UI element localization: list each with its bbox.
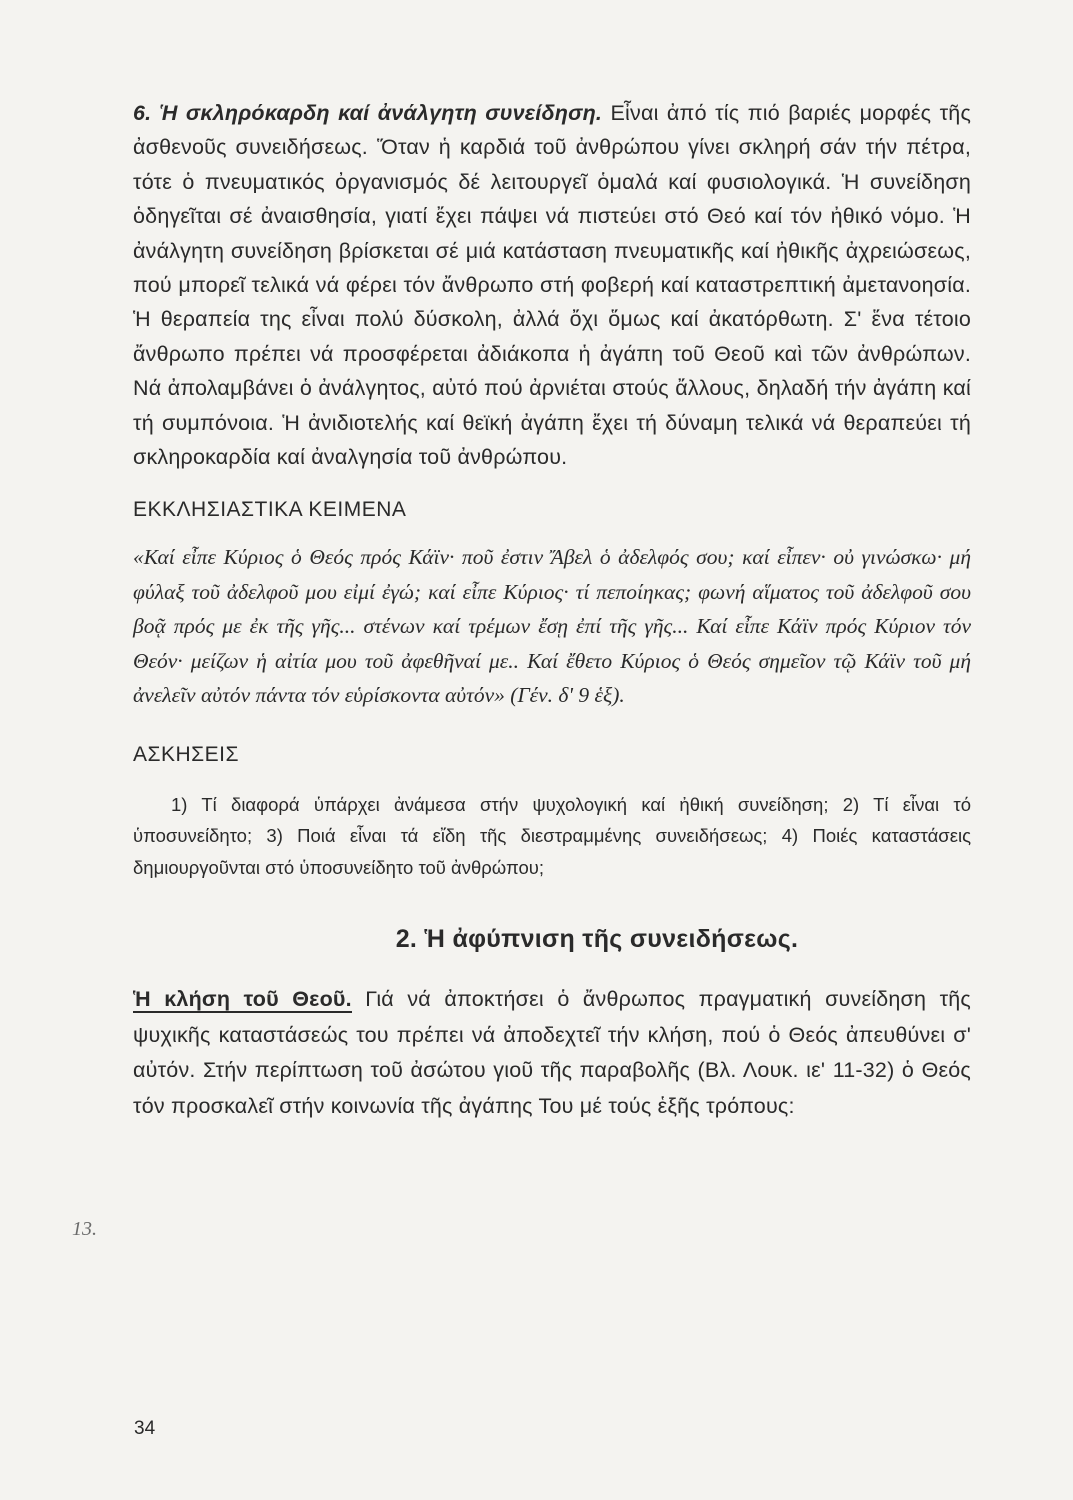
ecclesiastical-texts-heading: ΕΚΚΛΗΣΙΑΣΤΙΚΑ ΚΕΙΜΕΝΑ [133,498,407,522]
section-2-paragraph [133,982,971,1124]
section-6-title: 6. Ἡ σκληρόκαρδη καί ἀνάλγητη συνείδηση. [133,101,603,125]
page-content [133,96,971,1124]
page-number: 34 [134,1418,156,1439]
section-2-lead: Ἡ κλήση τοῦ Θεοῦ. [133,987,352,1011]
section-2-body: Γιά νά ἀποκτήσει ὁ ἄνθρωπος πραγματική συνείδηση τῆς ψυχικῆς καταστάσεώς του πρέπει νά ἀποδεχτεῖ τήν κλήση, πού ὁ Θεός ἀπευθύνει σ' αὐτόν. Στήν περίπτωση τοῦ ἀσώτου γιοῦ τῆς παραβολῆς (Βλ. Λουκ. ιε' 11-32) ὁ Θεός τόν προσκαλεῖ στήν κοινωνία τῆς ἀγάπης Του μέ τούς ἑξῆς τρόπους: [133,987,971,1118]
section-6-paragraph [133,96,971,474]
exercises-text: 1) Τί διαφορά ὑπάρχει ἀνάμεσα στήν ψυχολογική καί ἠθική συνείδηση; 2) Τί εἶναι τό ὑποσυνείδητο; 3) Ποιά εἶναι τά εἴδη τῆς διεστραμμένης συνειδήσεως; 4) Ποιές καταστάσεις δημιουργοῦνται στό ὑποσυνείδητο τοῦ ἀνθρώπου; [133,793,971,878]
section-2-title: 2. Ἡ ἀφύπνιση τῆς συνειδήσεως. [395,925,799,953]
exercises-heading: ΑΣΚΗΣΕΙΣ [133,742,239,766]
section-6-body: Εἶναι ἀπό τίς πιό βαριές μορφές τῆς ἀσθενοῦς συνειδήσεως. Ὅταν ἡ καρδιά τοῦ ἀνθρώπου γίνει σκληρή σάν τήν πέτρα, τότε ὁ πνευματικός ὀργανισμός δέ λειτουργεῖ ὁμαλά καί φυσιολογικά. Ἡ συνείδηση ὁδηγεῖται σέ ἀναισθησία, γιατί ἔχει πάψει νά πιστεύει στό Θεό καί τόν ἠθικό νόμο. Ἡ ἀνάλγητη συνείδηση βρίσκεται σέ μιά κατάσταση πνευματικῆς καί ἠθικῆς ἀχρειώσεως, πού μπορεῖ τελικά νά φέρει τόν ἄνθρωπο στή φοβερή καί καταστρεπτική ἀμετανοησία. Ἡ θεραπεία της εἶναι πολύ δύσκολη, ἀλλά ὄχι ὅμως καί ἀκατόρθωτη. Σ' ἕνα τέτοιο ἄνθρωπο πρέπει νά προσφέρεται ἀδιάκοπα ἡ ἀγάπη τοῦ Θεοῦ καὶ τῶν ἀνθρώπων. Νά ἀπολαμβάνει ὁ ἀνάλγητος, αὐτό πού ἀρνιέται στούς ἄλλους, δηλαδή τήν ἀγάπη καί τή συμπόνοια. Ἡ ἀνιδιοτελής καί θεϊκή ἀγάπη ἔχει τή δύναμη τελικά νά θεραπεύει τή σκληροκαρδία καί ἀναλγησία τοῦ ἀνθρώπου. [133,101,972,470]
handwritten-margin-note: 13. [72,1218,97,1240]
scripture-quote: «Καί εἶπε Κύριος ὁ Θεός πρός Κάϊν· ποῦ ἐστιν Ἄβελ ὁ ἀδελφός σου; καί εἶπεν· οὐ γινώσκω· μή φύλαξ τοῦ ἀδελφοῦ μου εἰμί ἐγώ; καί εἶπε Κύριος· τί πεποίηκας; φωνή αἵματος τοῦ ἀδελφοῦ σου βοᾷ πρός με ἐκ τῆς γῆς... στένων καί τρέμων ἔσῃ ἐπί τῆς γῆς... Καί εἶπε Κάϊν πρός Κύριον τόν Θεόν· μείζων ἡ αἰτία μου τοῦ ἀφεθῆναί με.. Καί ἔθετο Κύριος ὁ Θεός σημεῖον τῷ Κάϊν τοῦ μή ἀνελεῖν αὐτόν πάντα τόν εὑρίσκοντα αὐτόν» (Γέν. δ' 9 ἑξ). [133,545,971,708]
